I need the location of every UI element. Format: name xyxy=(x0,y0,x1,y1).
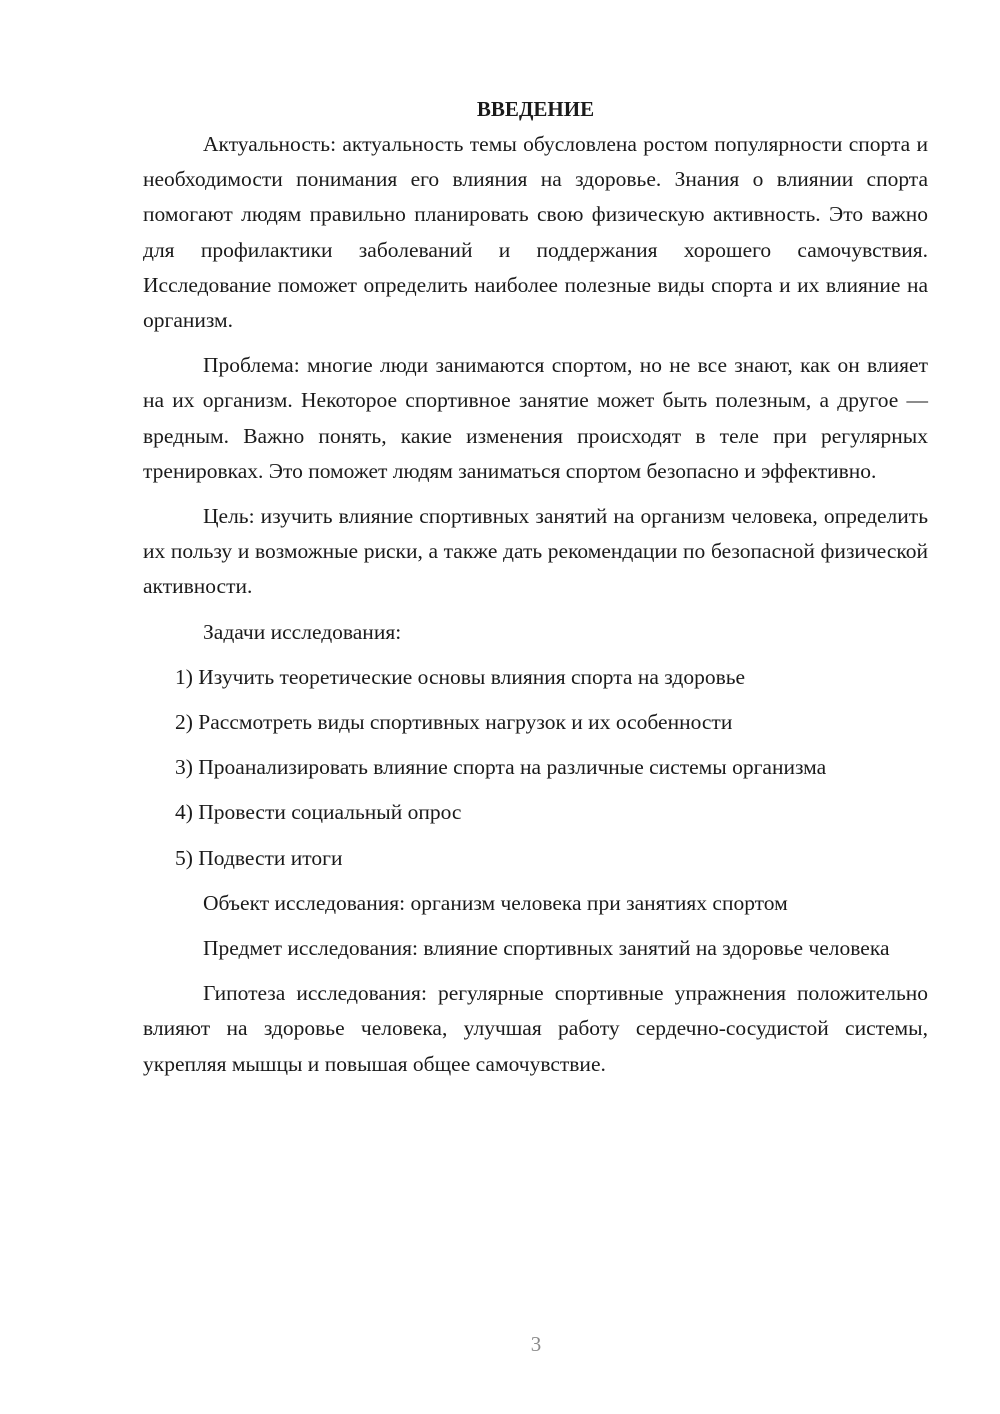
page-number: 3 xyxy=(530,1332,542,1356)
task-item-5: 5) Подвести итоги xyxy=(175,845,343,870)
goal-paragraph: Цель: изучить влияние спортивных занятий на организм человека, определить их пользу и возможные риски, а также дать рекомендации по безопасной физической активности. xyxy=(143,504,928,599)
page-title: ВВЕДЕНИЕ xyxy=(476,97,595,121)
object-paragraph: Объект исследования: организм человека при занятиях спортом xyxy=(203,890,788,915)
problem-paragraph: Проблема: многие люди занимаются спортом, но не все знают, как он влияет на их организм. Некоторое спортивное занятие может быть полезным, а другое — вредным. Важно понять, какие изменения происходят в теле при регулярных тренировках. Это поможет людям заниматься спортом безопасно и эффективно. xyxy=(143,353,928,483)
task-item-3: 3) Проанализировать влияние спорта на различные системы организма xyxy=(175,755,827,780)
relevance-paragraph: Актуальность: актуальность темы обусловлена ростом популярности спорта и необходимости понимания его влияния на здоровье. Знания о влиянии спорта помогают людям правильно планировать свою физическую активность. Это важно для профилактики заболеваний и поддержания хорошего самочувствия. Исследование поможет определить наиболее полезные виды спорта и их влияние на организм. xyxy=(143,132,928,333)
subject-paragraph: Предмет исследования: влияние спортивных занятий на здоровье человека xyxy=(203,936,890,961)
task-item-1: 1) Изучить теоретические основы влияния спорта на здоровье xyxy=(175,664,746,689)
tasks-heading: Задачи исследования: xyxy=(203,619,402,644)
document-page xyxy=(143,92,928,1092)
hypothesis-paragraph: Гипотеза исследования: регулярные спортивные упражнения положительно влияют на здоровье человека, улучшая работу сердечно-сосудистой системы, укрепляя мышцы и повышая общее самочувствие. xyxy=(143,981,928,1076)
task-item-2: 2) Рассмотреть виды спортивных нагрузок и их особенности xyxy=(175,710,733,735)
task-item-4: 4) Провести социальный опрос xyxy=(175,800,462,825)
